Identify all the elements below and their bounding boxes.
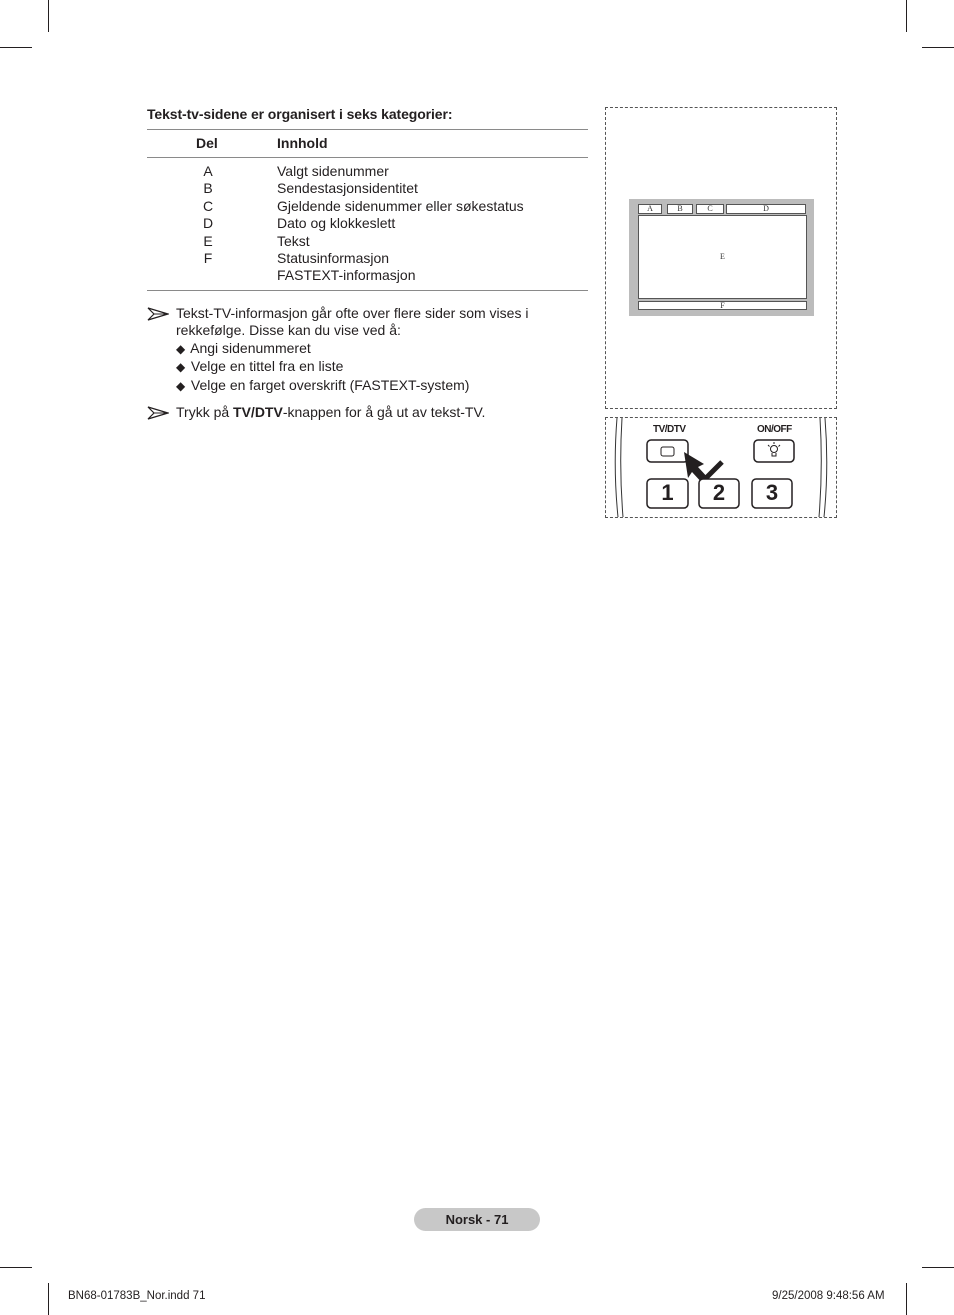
digit-1-label: 1	[661, 480, 674, 505]
button-name: TV/DTV	[233, 404, 283, 420]
category-table	[147, 163, 588, 285]
table-row	[147, 215, 588, 232]
remote-control-diagram	[605, 417, 837, 518]
row-value: Dato og klokkeslett	[277, 215, 396, 232]
file-slug: BN68-01783B_Nor.indd 71	[68, 1290, 206, 1302]
crop-mark	[0, 1267, 32, 1268]
text-area	[638, 215, 807, 299]
list-item: ◆ Velge en farget overskrift (FASTEXT-system)	[176, 377, 567, 395]
row-key: F	[203, 249, 213, 266]
column-header-part: Del	[196, 135, 218, 151]
note-line: Tekst-TV-informasjon går ofte over flere sider som vises i	[176, 305, 529, 321]
table-row	[147, 267, 588, 284]
row-value: Gjeldende sidenummer eller søkestatus	[277, 197, 524, 214]
note-exit-teletext: Trykk på TV/DTV-knappen for å gå ut av tekst-TV.	[147, 404, 567, 421]
note-line: rekkefølge. Disse kan du vise ved å:	[176, 322, 401, 339]
label-e: E	[720, 252, 725, 261]
onoff-label: ON/OFF	[757, 424, 792, 435]
row-value: Sendestasjonsidentitet	[277, 180, 418, 197]
crop-mark	[48, 1283, 49, 1315]
table-bottom-rule	[147, 290, 588, 291]
crop-mark	[48, 0, 49, 32]
label-c: C	[696, 204, 724, 214]
row-value: Statusinformasjon	[277, 249, 390, 266]
table-row	[147, 163, 588, 180]
row-key: C	[202, 197, 214, 214]
note-teletext-pages	[147, 305, 567, 395]
row-value: FASTEXT-informasjon	[277, 267, 416, 284]
row-key: D	[202, 215, 214, 232]
diamond-bullet-icon: ◆	[176, 341, 186, 356]
crop-mark	[922, 47, 954, 48]
list-item: ◆ Angi sidenummeret	[176, 340, 567, 358]
diamond-bullet-icon: ◆	[176, 378, 186, 393]
table-row	[147, 198, 588, 215]
tv-screen	[629, 199, 814, 316]
row-key: E	[203, 232, 213, 249]
table-row	[147, 180, 588, 197]
label-f: F	[638, 301, 807, 310]
digit-3-label: 3	[765, 480, 779, 505]
row-key: A	[203, 163, 213, 179]
tvdtv-button	[647, 440, 688, 462]
crop-mark	[906, 0, 907, 32]
row-key: B	[203, 180, 213, 197]
note-arrow-icon	[147, 307, 169, 321]
tvdtv-label: TV/DTV	[653, 424, 686, 435]
diamond-bullet-icon: ◆	[176, 360, 186, 375]
list-item: ◆ Velge en tittel fra en liste	[176, 358, 567, 376]
note-arrow-icon	[147, 406, 169, 420]
table-header-rule	[147, 157, 588, 158]
table-row	[147, 250, 588, 267]
row-value: Tekst	[277, 232, 310, 249]
crop-mark	[0, 47, 32, 48]
page-number: Norsk - 71	[414, 1208, 540, 1231]
table-row	[147, 233, 588, 250]
label-d: D	[726, 204, 806, 214]
label-a: A	[638, 204, 662, 214]
crop-mark	[906, 1283, 907, 1315]
label-b: B	[667, 204, 693, 214]
table-top-rule	[147, 129, 588, 130]
date-slug: 9/25/2008 9:48:56 AM	[772, 1290, 885, 1302]
column-header-content: Innhold	[277, 135, 328, 151]
row-value: Valgt sidenummer	[277, 163, 389, 179]
teletext-diagram	[605, 107, 837, 409]
crop-mark	[922, 1267, 954, 1268]
section-heading: Tekst-tv-sidene er organisert i seks kategorier:	[147, 106, 453, 122]
digit-2-label: 2	[712, 480, 726, 505]
